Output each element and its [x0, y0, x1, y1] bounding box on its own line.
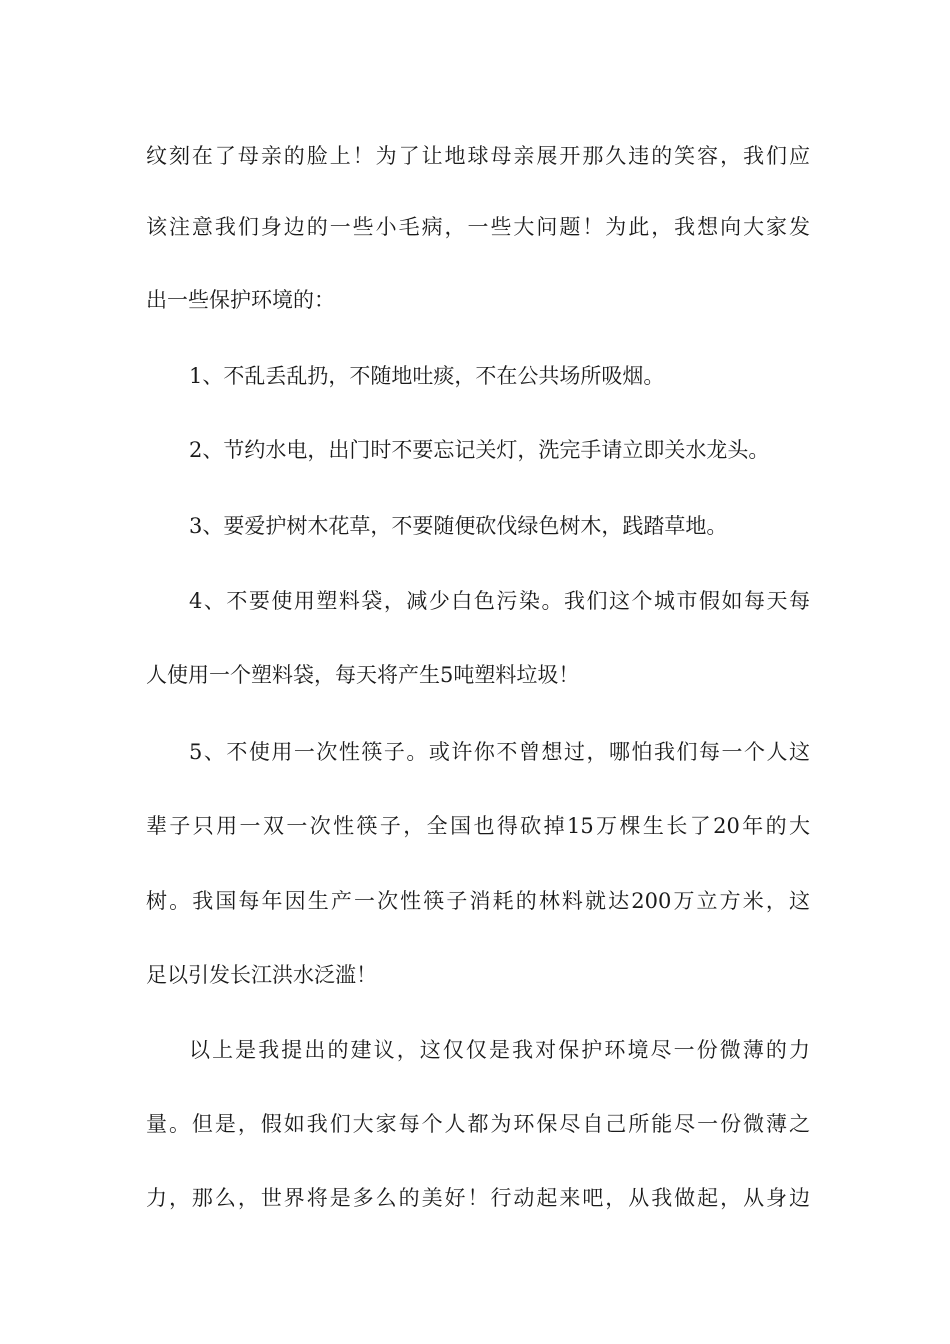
list-item-2: 2、节约水电，出门时不要忘记关灯，洗完手请立即关水龙头。: [189, 438, 770, 462]
closing-paragraph-line: 力，那么，世界将是多么的美好！行动起来吧，从我做起，从身边: [146, 1186, 810, 1210]
list-item-3: 3、要爱护树木花草，不要随便砍伐绿色树木，践踏草地。: [189, 514, 728, 538]
list-item-4-continuation: 人使用一个塑料袋，每天将产生5吨塑料垃圾！: [146, 663, 580, 687]
list-item-5-continuation: 辈子只用一双一次性筷子，全国也得砍掉15万棵生长了20年的大: [146, 814, 810, 838]
closing-paragraph-line: 以上是我提出的建议，这仅仅是我对保护环境尽一份微薄的力: [189, 1038, 810, 1062]
paragraph-line: 纹刻在了母亲的脸上！为了让地球母亲展开那久违的笑容，我们应: [146, 144, 810, 168]
list-item-5-continuation: 树。我国每年因生产一次性筷子消耗的林料就达200万立方米，这: [146, 889, 810, 913]
closing-paragraph-line: 量。但是，假如我们大家每个人都为环保尽自己所能尽一份微薄之: [146, 1112, 810, 1136]
list-item-1: 1、不乱丢乱扔，不随地吐痰，不在公共场所吸烟。: [189, 364, 665, 388]
list-item-4: 4、不要使用塑料袋，减少白色污染。我们这个城市假如每天每: [189, 589, 810, 613]
paragraph-line: 该注意我们身边的一些小毛病，一些大问题！为此，我想向大家发: [146, 215, 810, 239]
list-item-5: 5、不使用一次性筷子。或许你不曾想过，哪怕我们每一个人这: [189, 740, 810, 764]
paragraph-line: 出一些保护环境的：: [146, 288, 335, 312]
list-item-5-continuation: 足以引发长江洪水泛滥！: [146, 963, 377, 987]
